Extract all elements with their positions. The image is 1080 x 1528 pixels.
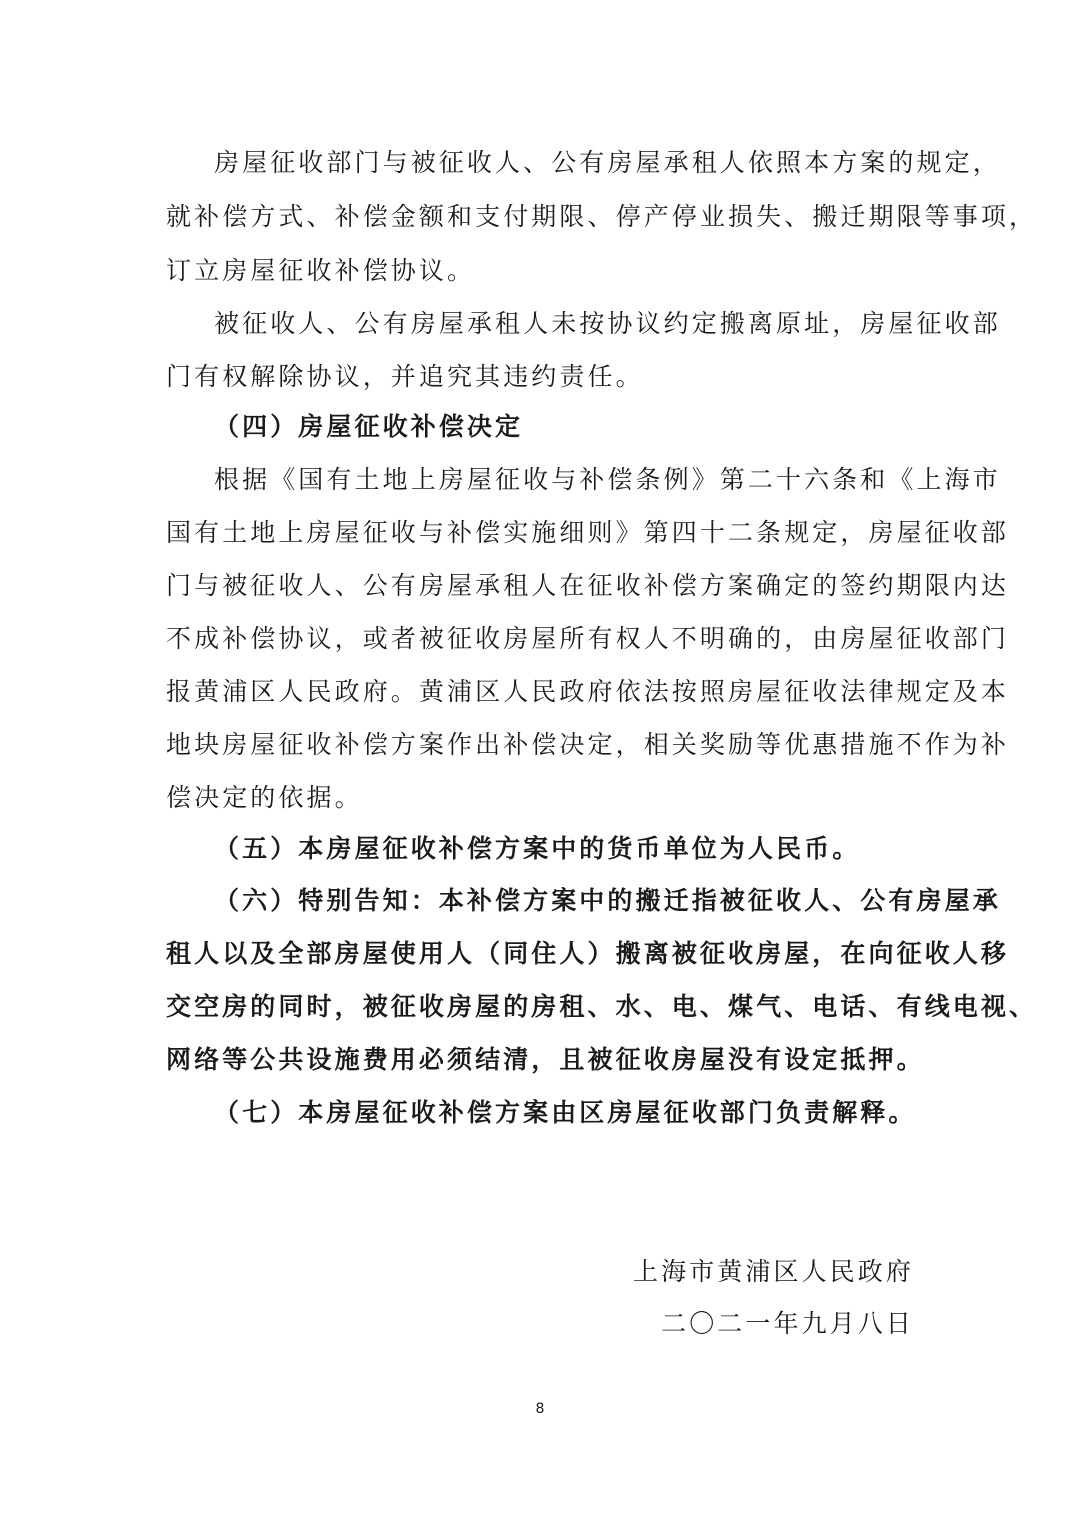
section-heading: （四）房屋征收补偿决定 <box>214 412 524 441</box>
paragraph-line: 就补偿方式、补偿金额和支付期限、停产停业损失、搬迁期限等事项， <box>166 202 1038 231</box>
notice-line: 交空房的同时，被征收房屋的房租、水、电、煤气、电话、有线电视、 <box>166 992 1038 1021</box>
paragraph-line: 门有权解除协议，并追究其违约责任。 <box>166 362 644 391</box>
section-statement: （七）本房屋征收补偿方案由区房屋征收部门负责解释。 <box>214 1098 917 1127</box>
paragraph-line: 地块房屋征收补偿方案作出补偿决定，相关奖励等优惠措施不作为补 <box>166 730 1010 759</box>
paragraph-line: 房屋征收部门与被征收人、公有房屋承租人依照本方案的规定， <box>214 148 1001 177</box>
paragraph-line: 不成补偿协议，或者被征收房屋所有权人不明确的，由房屋征收部门 <box>166 624 1010 653</box>
notice-line: 租人以及全部房屋使用人（同住人）搬离被征收房屋，在向征收人移 <box>166 939 1010 968</box>
paragraph-line: 偿决定的依据。 <box>166 783 363 812</box>
issue-date: 二〇二一年九月八日 <box>661 1309 914 1338</box>
paragraph-line: 被征收人、公有房屋承租人未按协议约定搬离原址，房屋征收部 <box>214 309 1001 338</box>
paragraph-line: 报黄浦区人民政府。黄浦区人民政府依法按照房屋征收法律规定及本 <box>166 677 1010 706</box>
paragraph-line: 国有土地上房屋征收与补偿实施细则》第四十二条规定，房屋征收部 <box>166 518 1010 547</box>
page-number: 8 <box>535 1401 545 1417</box>
paragraph-line: 门与被征收人、公有房屋承租人在征收补偿方案确定的签约期限内达 <box>166 571 1010 600</box>
notice-line: （六）特别告知：本补偿方案中的搬迁指被征收人、公有房屋承 <box>214 886 1001 915</box>
issuer-name: 上海市黄浦区人民政府 <box>632 1257 914 1286</box>
notice-line: 网络等公共设施费用必须结清，且被征收房屋没有设定抵押。 <box>166 1045 925 1074</box>
paragraph-line: 订立房屋征收补偿协议。 <box>166 256 476 285</box>
paragraph-line: 根据《国有土地上房屋征收与补偿条例》第二十六条和《上海市 <box>214 465 1001 494</box>
section-statement: （五）本房屋征收补偿方案中的货币单位为人民币。 <box>214 834 861 863</box>
